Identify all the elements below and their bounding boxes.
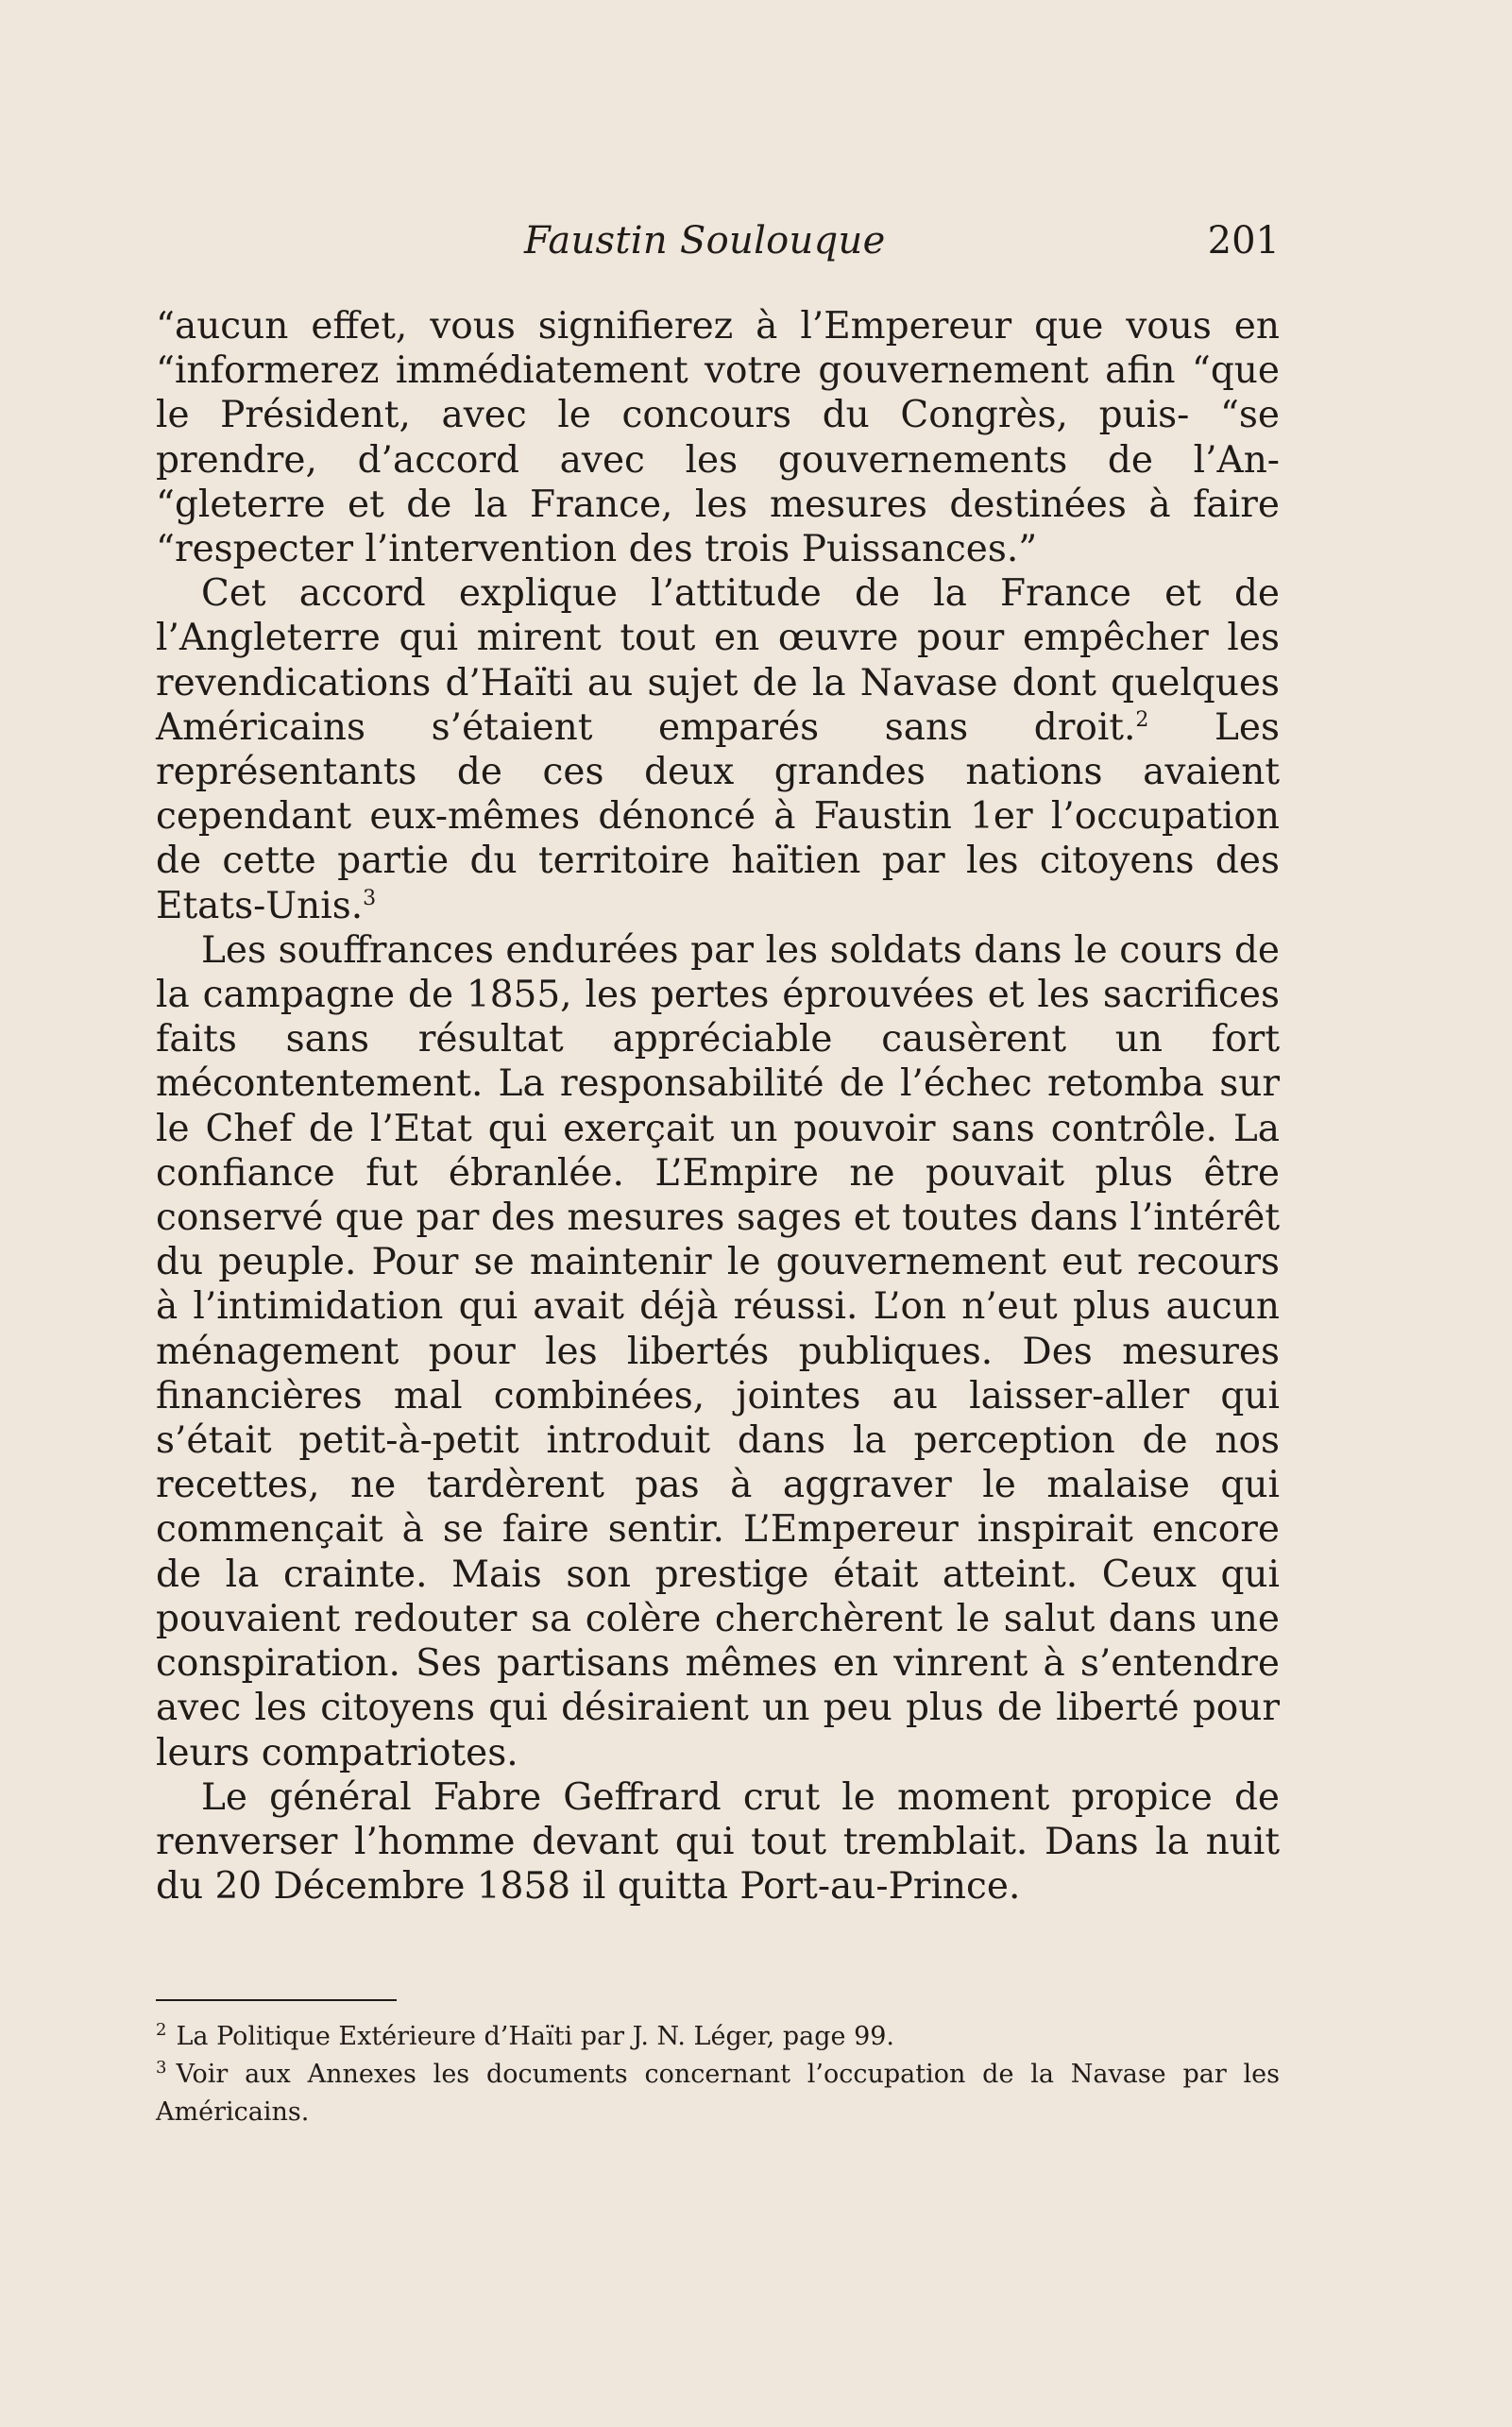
- footnote-reference-2: 2: [1135, 707, 1149, 732]
- footnote-mark: 3: [156, 2058, 167, 2078]
- running-head: [524, 219, 1280, 276]
- running-title: Faustin Soulouque: [524, 219, 886, 263]
- paragraph-campaign-consequences: Les souffrances endurées par les soldats dans le cours de la campagne de 1855, les pertes éprouvées et les sacrifices faits sans résultat appréciable causèrent un fort mécontentement. La responsabilité de l’échec retomba sur le Chef de l’Etat qui exerçait un pouvoir sans contrôle. La confiance fut ébranlée. L’Empire ne pouvait plus être conservé que par des mesures sages et toutes dans l’intérêt du peuple. Pour se maintenir le gouvernement eut recours à l’intimidation qui avait déjà réussi. L’on n’eut plus aucun ménagement pour les libertés publiques. Des mesures financières mal combinées, jointes au laisser-aller qui s’était petit-à-petit introduit dans la perception de nos recettes, ne tardèrent pas à aggraver le malaise qui commençait à se faire sentir. L’Empereur inspirait encore de la crainte. Mais son prestige était atteint. Ceux qui pouvaient redouter sa colère cherchèrent le salut dans une conspiration. Ses partisans mêmes en vinrent à s’entendre avec les citoyens qui désiraient un peu plus de liberté pour leurs compatriotes.: [156, 928, 1280, 1774]
- paragraph-text: Cet accord explique l’attitude de la France et de l’Angleterre qui mirent tout en œuvre pour empêcher les revendications d’Haïti au sujet de la Navase dont quelques Américains s’étaient emparés sans droit.: [156, 572, 1280, 749]
- footnote-mark: 2: [156, 2020, 167, 2040]
- paragraph-geffrard-departure: Le général Fabre Geffrard crut le moment propice de renverser l’homme devant qui tout tremblait. Dans la nuit du 20 Décembre 1858 il quitta Port-au-Prince.: [156, 1775, 1280, 1909]
- footnote-3: [156, 2056, 1280, 2131]
- paragraph-quote-continuation: “aucun effet, vous signifierez à l’Empereur que vous en “informerez immédiatement votre gouvernement afin “que le Président, avec le concours du Congrès, puis- “se prendre, d’accord avec les gouvernements de l’An- “gleterre et de la France, les mesures destinées à faire “respecter l’intervention des trois Puissances.”: [156, 305, 1280, 571]
- page-number: 201: [1207, 219, 1280, 263]
- footnote-separator: [156, 1999, 397, 2001]
- footnotes: [156, 2018, 1280, 2131]
- footnote-text: Voir aux Annexes les documents concernant l’occupation de la Navase par les Américains.: [156, 2060, 1280, 2127]
- paragraph-text: Les représentants de ces deux grandes nations avaient cependant eux-mêmes dénoncé à Faustin 1er l’occupation de cette partie du territoire haïtien par les citoyens des Etats-Unis.: [156, 705, 1280, 927]
- footnote-text: La Politique Extérieure d’Haïti par J. N. Léger, page 99.: [176, 2022, 895, 2051]
- main-text: [156, 304, 1280, 1909]
- footnote-reference-3: 3: [363, 886, 377, 910]
- footnote-2: [156, 2018, 1280, 2056]
- paragraph-navase-agreement: [156, 571, 1280, 928]
